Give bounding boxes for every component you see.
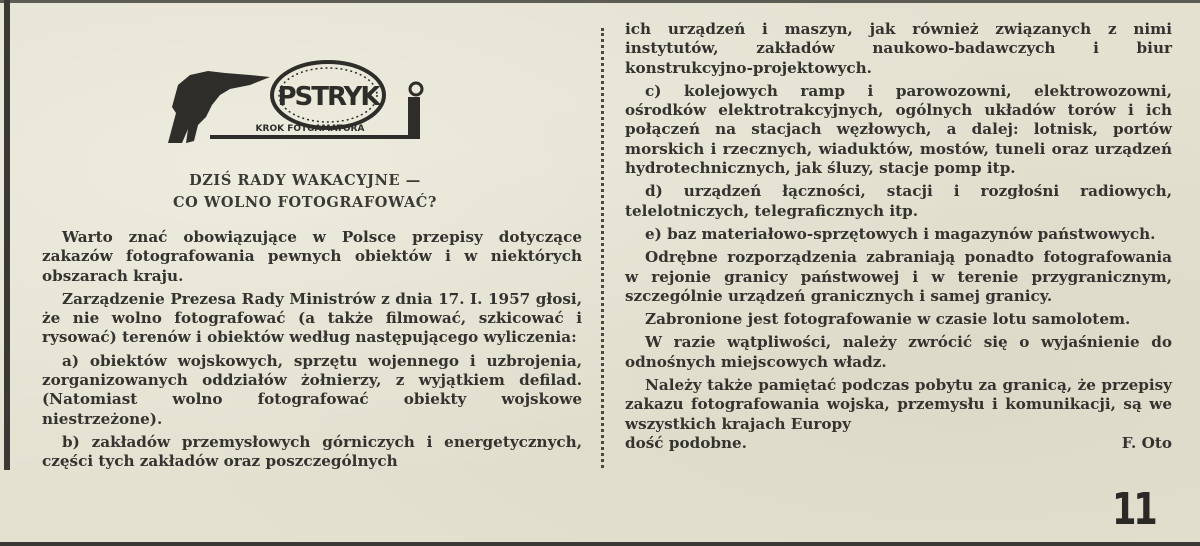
paragraph-border-rules: Odrębne rozporządzenia zabraniają ponadto fotografowania w rejonie granicy państwowej i w terenie przygranicznym, szczególnie urządzeń granicznych i samej granicy. [625, 248, 1172, 305]
paragraph-item-b-continued: ich urządzeń i maszyn, jak również związanych z nimi instytutów, zakładów naukowo-badawczych i biur konstrukcyjno-projektowych. [625, 20, 1172, 77]
paragraph-item-b: b) zakładów przemysłowych górniczych i energetycznych, części tych zakładów oraz poszczególnych [42, 432, 582, 471]
right-column [625, 20, 1172, 453]
article-headline [140, 170, 470, 214]
top-border-rule [0, 0, 1200, 3]
paragraph-item-e: e) baz materiałowo-sprzętowych i magazynów państwowych. [645, 224, 1156, 243]
left-border-rule [4, 0, 10, 470]
column-logo [150, 55, 440, 150]
author-signature: F. Oto [1121, 433, 1172, 452]
paragraph-doubts: W razie wątpliwości, należy zwrócić się o wyjaśnienie do odnośnych miejscowych władz. [625, 333, 1172, 371]
paragraph-item-a: a) obiektów wojskowych, sprzętu wojennego i uzbrojenia, zorganizowanych oddziałów żołnierzy, z wyjątkiem defilad. (Natomiast wolno fotografować obiekty wojskowe niestrzeżone). [42, 351, 582, 428]
left-column [42, 228, 582, 476]
photographer-silhouette-icon [150, 55, 440, 150]
headline-line-1: DZIŚ RADY WAKACYJNE — [189, 172, 421, 189]
svg-text:KROK FOTOAMATORA: KROK FOTOAMATORA [255, 124, 365, 134]
paragraph-item-d: d) urządzeń łączności, stacji i rozgłośni radiowych, telelotniczych, telegraficznych itp. [625, 182, 1172, 220]
paragraph-flight-ban: Zabronione jest fotografowanie w czasie lotu samolotem. [645, 310, 1131, 329]
paragraph-intro: Warto znać obowiązujące w Polsce przepisy dotyczące zakazów fotografowania pewnych obiektów i w niektórych obszarach kraju. [42, 228, 582, 285]
paragraph-regulation: Zarządzenie Prezesa Rady Ministrów z dnia 17. I. 1957 głosi, że nie wolno fotografować (a także filmować, szkicować i rysować) terenów i obiektów według następującego wyliczenia: [42, 289, 582, 347]
column-divider [601, 28, 604, 468]
closing-row [625, 434, 1172, 453]
paragraph-abroad: Należy także pamiętać podczas pobytu za granicą, że przepisy zakazu fotografowania wojska, przemysłu i komunikacji, są we wszystkich krajach Europy [625, 376, 1172, 433]
bottom-border-rule [0, 542, 1200, 546]
headline-line-2: CO WOLNO FOTOGRAFOWAĆ? [172, 194, 438, 211]
paragraph-abroad-end: dość podobne. [625, 433, 747, 452]
page-number: 11 [1112, 484, 1155, 535]
paragraph-item-c: c) kolejowych ramp i parowozowni, elektrowozowni, ośrodków elektrotrakcyjnych, ogólnych układów torów i ich połączeń na stacjach węzłowych, a dalej: lotnisk, portów morskich i rzecznych, wiaduktów, mostów, tuneli oraz urządzeń hydrotechnicznych, jak śluzy, stacje pomp itp. [625, 81, 1172, 178]
svg-text:PSTRYK: PSTRYK [277, 82, 379, 112]
